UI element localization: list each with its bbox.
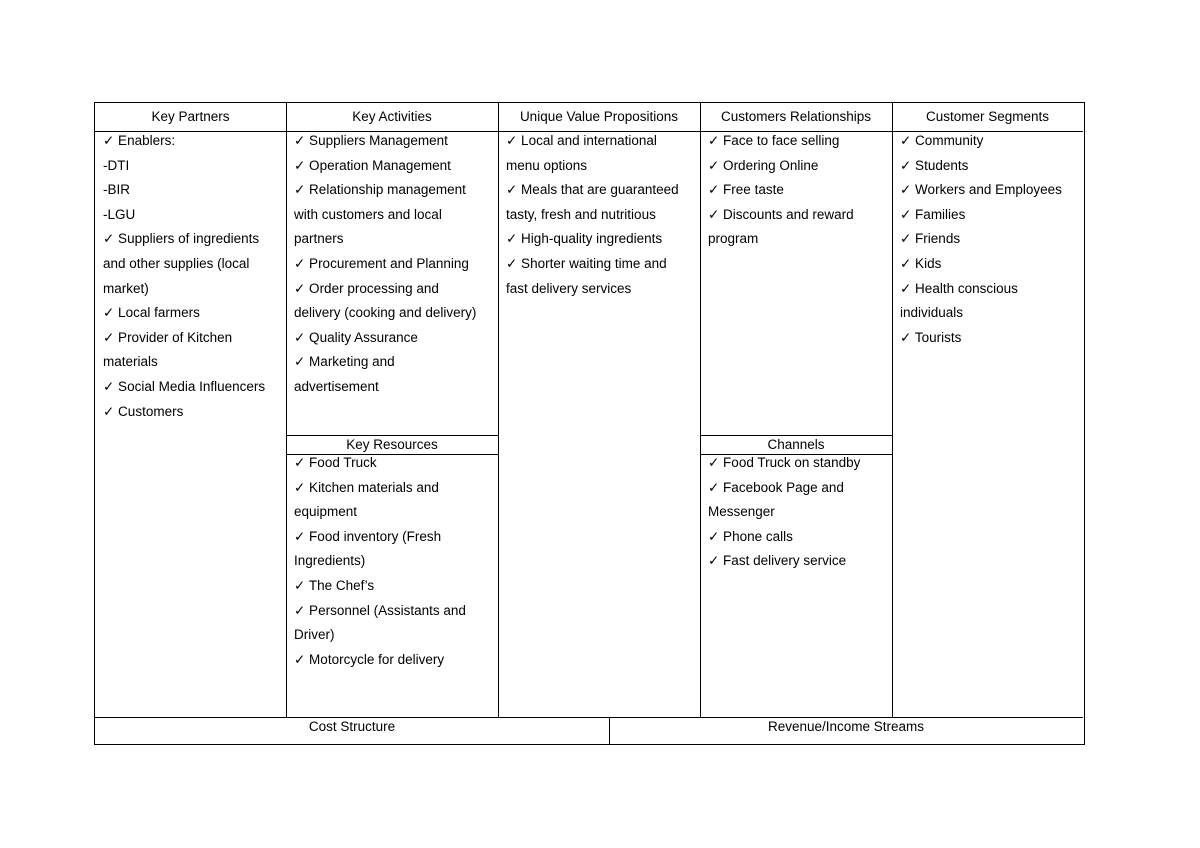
list-item: equipment xyxy=(294,504,358,520)
list-item: and other supplies (local xyxy=(103,255,250,271)
key-activities-list xyxy=(294,129,498,400)
channels-header: Channels xyxy=(767,437,825,452)
key-activities-header: Key Activities xyxy=(352,109,432,124)
key-resources-header: Key Resources xyxy=(346,437,438,452)
list-item: delivery (cooking and delivery) xyxy=(294,305,477,321)
list-item: ✓ Kids xyxy=(900,255,942,271)
list-item: ✓ Free taste xyxy=(708,182,784,198)
list-item: ✓ Order processing and xyxy=(294,280,439,296)
list-item: Ingredients) xyxy=(294,553,366,569)
list-item: -DTI xyxy=(103,157,130,173)
list-item: ✓ Kitchen materials and xyxy=(294,479,439,495)
business-model-canvas xyxy=(94,102,1085,745)
list-item: menu options xyxy=(506,157,588,173)
list-item: ✓ Phone calls xyxy=(708,528,793,544)
list-item: ✓ Motorcycle for delivery xyxy=(294,651,445,667)
list-item: ✓ Meals that are guaranteed xyxy=(506,182,679,198)
customer-segments-list xyxy=(900,129,1086,350)
divider-col-4 xyxy=(892,103,893,717)
customer-segments-header: Customer Segments xyxy=(925,109,1050,124)
list-item: Messenger xyxy=(708,504,775,520)
channels-list xyxy=(708,451,892,574)
list-item: tasty, fresh and nutritious xyxy=(506,206,656,222)
list-item: ✓ Facebook Page and xyxy=(708,479,844,495)
key-partners-list xyxy=(103,129,285,424)
list-item: ✓ Provider of Kitchen xyxy=(103,329,233,345)
list-item: with customers and local xyxy=(294,206,442,222)
list-item: ✓ Workers and Employees xyxy=(900,182,1062,198)
list-item: ✓ Fast delivery service xyxy=(708,553,847,569)
list-item: ✓ Community xyxy=(900,133,984,148)
list-item: ✓ Local farmers xyxy=(103,305,200,321)
list-item: ✓ Local and international xyxy=(506,133,657,148)
list-item: ✓ Quality Assurance xyxy=(294,329,418,345)
divider-col-1 xyxy=(286,103,287,717)
list-item: advertisement xyxy=(294,378,379,394)
list-item: ✓ Discounts and reward xyxy=(708,206,854,222)
revenue-streams-header: Revenue/Income Streams xyxy=(767,719,925,734)
list-item: ✓ Shorter waiting time and xyxy=(506,255,667,271)
customer-relationships-list xyxy=(708,129,892,252)
list-item: ✓ Ordering Online xyxy=(708,157,819,173)
list-item: ✓ Food inventory (Fresh xyxy=(294,528,442,544)
list-item: ✓ Families xyxy=(900,206,966,222)
list-item: ✓ The Chef’s xyxy=(294,577,375,593)
list-item: ✓ Marketing and xyxy=(294,354,395,370)
list-item: ✓ Personnel (Assistants and xyxy=(294,602,466,618)
list-item: individuals xyxy=(900,305,964,321)
list-item: ✓ Friends xyxy=(900,231,961,247)
list-item: fast delivery services xyxy=(506,280,632,296)
customer-relationships-header: Customers Relationships xyxy=(720,109,872,124)
list-item: -LGU xyxy=(103,206,136,222)
list-item: ✓ High-quality ingredients xyxy=(506,231,663,247)
list-item: -BIR xyxy=(103,182,130,198)
divider-col-3 xyxy=(700,103,701,717)
value-propositions-list xyxy=(506,129,700,301)
list-item: ✓ Relationship management xyxy=(294,182,466,198)
list-item: ✓ Suppliers Management xyxy=(294,133,448,148)
list-item: Driver) xyxy=(294,627,335,643)
key-partners-header: Key Partners xyxy=(151,109,230,124)
list-item: ✓ Procurement and Planning xyxy=(294,255,469,271)
list-item: ✓ Customers xyxy=(103,403,184,419)
list-item: ✓ Students xyxy=(900,157,969,173)
list-item: ✓ Enablers: xyxy=(103,133,176,148)
value-propositions-header: Unique Value Propositions xyxy=(519,109,679,124)
list-item: ✓ Operation Management xyxy=(294,157,451,173)
key-resources-list xyxy=(294,451,498,672)
list-item: ✓ Food Truck on standby xyxy=(708,455,861,470)
list-item: materials xyxy=(103,354,158,370)
list-item: market) xyxy=(103,280,149,296)
list-item: program xyxy=(708,231,759,247)
list-item: ✓ Food Truck xyxy=(294,455,377,470)
list-item: ✓ Tourists xyxy=(900,329,962,345)
divider-col-2 xyxy=(498,103,499,717)
list-item: ✓ Face to face selling xyxy=(708,133,840,148)
list-item: ✓ Health conscious xyxy=(900,280,1018,296)
list-item: partners xyxy=(294,231,344,247)
cost-structure-header: Cost Structure xyxy=(308,719,396,734)
list-item: ✓ Suppliers of ingredients xyxy=(103,231,260,247)
list-item: ✓ Social Media Influencers xyxy=(103,378,266,394)
